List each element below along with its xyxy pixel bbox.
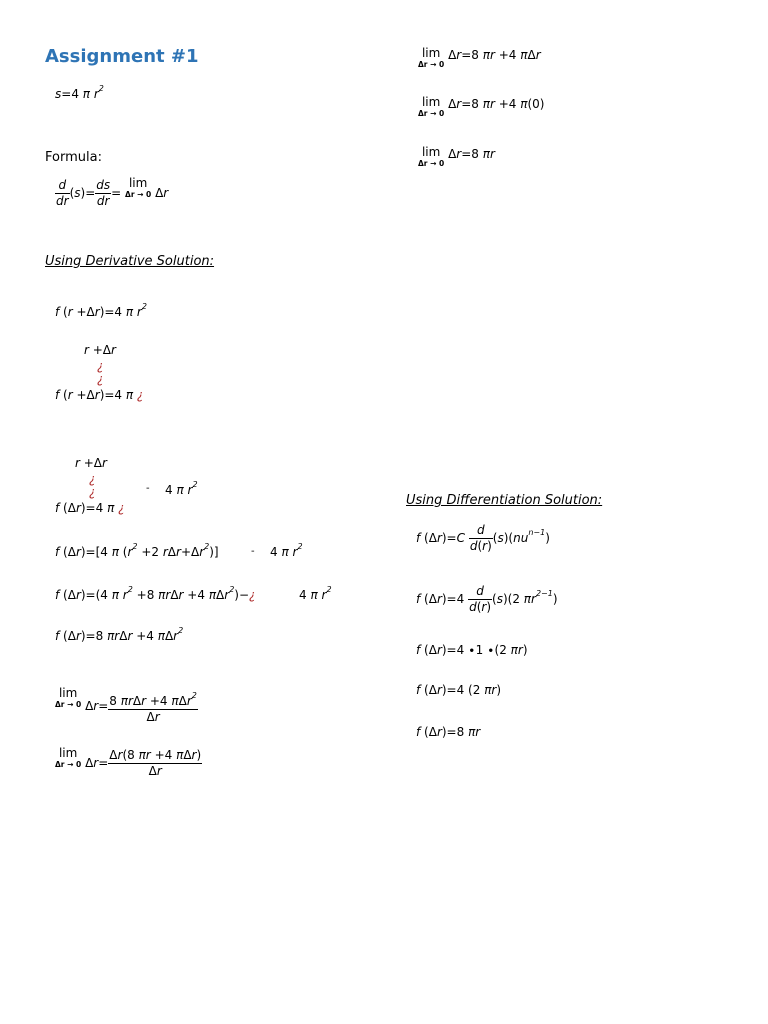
derivative-step-1: f (r +Δr)=4 π $r^2$ <box>55 302 147 319</box>
derivative-step-5-term: 4 π $r^2$ <box>299 585 332 602</box>
derivative-step-4: f (Δr)=[4 π ($r^2 +2$ $r\Delta r+\Delta r^2$)] <box>55 542 219 559</box>
derivative-step-6: f (Δr)=8 πrΔr +4 πΔr$^2$ <box>55 626 184 643</box>
derivative-step-2-label: r +Δr <box>84 343 116 357</box>
formula-equation: $\frac{d}{dr}$ (s)= $\frac{ds}{dr}$ = lim Δr → 0 Δr <box>56 176 169 208</box>
surface-area-equation: s=4 π $r^2$ <box>55 84 104 101</box>
differentiation-step-3: f (Δr)=4 ∙1 ∙(2 πr) <box>416 643 528 657</box>
derivative-step-4-term: 4 π $r^2$ <box>270 542 303 559</box>
right-limit-3: lim Δr → 0 Δr=8 πr <box>418 145 495 168</box>
unrendered-symbol-1: ¿ <box>97 359 104 373</box>
unrendered-symbol-4: ¿ <box>89 485 96 499</box>
derivative-solution-heading: Using Derivative Solution: <box>45 254 215 269</box>
formula-label: Formula: <box>45 150 102 165</box>
derivative-step-3: f (Δr)=4 π ¿ <box>55 501 125 515</box>
minus-sign-2: - <box>251 546 255 557</box>
page-title: Assignment #1 <box>45 46 199 67</box>
unrendered-symbol-3: ¿ <box>89 472 96 486</box>
unrendered-symbol-2: ¿ <box>97 372 104 386</box>
differentiation-step-4: f (Δr)=4 (2 πr) <box>416 683 502 697</box>
derivative-limit-1: lim Δr → 0 Δr= $\frac{8 \pi r\Delta r +4 \pi\Delta r^2}{\Delta r}$ <box>55 686 197 724</box>
derivative-limit-2: lim Δr → 0 Δr= $\frac{\text{Δr(8 πr +4 πΔr)}}{\Delta r}$ <box>55 746 202 778</box>
differentiation-solution-heading: Using Differentiation Solution: <box>406 493 603 508</box>
derivative-step-3-label: r +Δr <box>75 456 107 470</box>
derivative-step-3-term: 4 π $r^2$ <box>165 480 198 497</box>
right-limit-2: lim Δr → 0 Δr=8 πr +4 π(0) <box>418 95 545 118</box>
derivative-step-5: f (Δr)=(4 π $r^2 +8$ πrΔr +4 πΔr$^2$)−¿ <box>55 585 256 602</box>
differentiation-step-5: f (Δr)=8 πr <box>416 725 481 739</box>
right-limit-1: lim Δr → 0 Δr=8 πr +4 πΔr <box>418 46 541 69</box>
differentiation-step-2: f (Δr)=4 $\frac{d}{d(r)}$ (s)(2 $\pi r^{2-1}$) <box>416 584 558 614</box>
minus-sign-1: - <box>146 483 150 494</box>
derivative-step-2: f (r +Δr)=4 π ¿ <box>55 388 144 402</box>
differentiation-step-1: f (Δr)=C $\frac{d}{d(r)}$ $(s)(nu^{n-1})$ <box>416 523 550 553</box>
